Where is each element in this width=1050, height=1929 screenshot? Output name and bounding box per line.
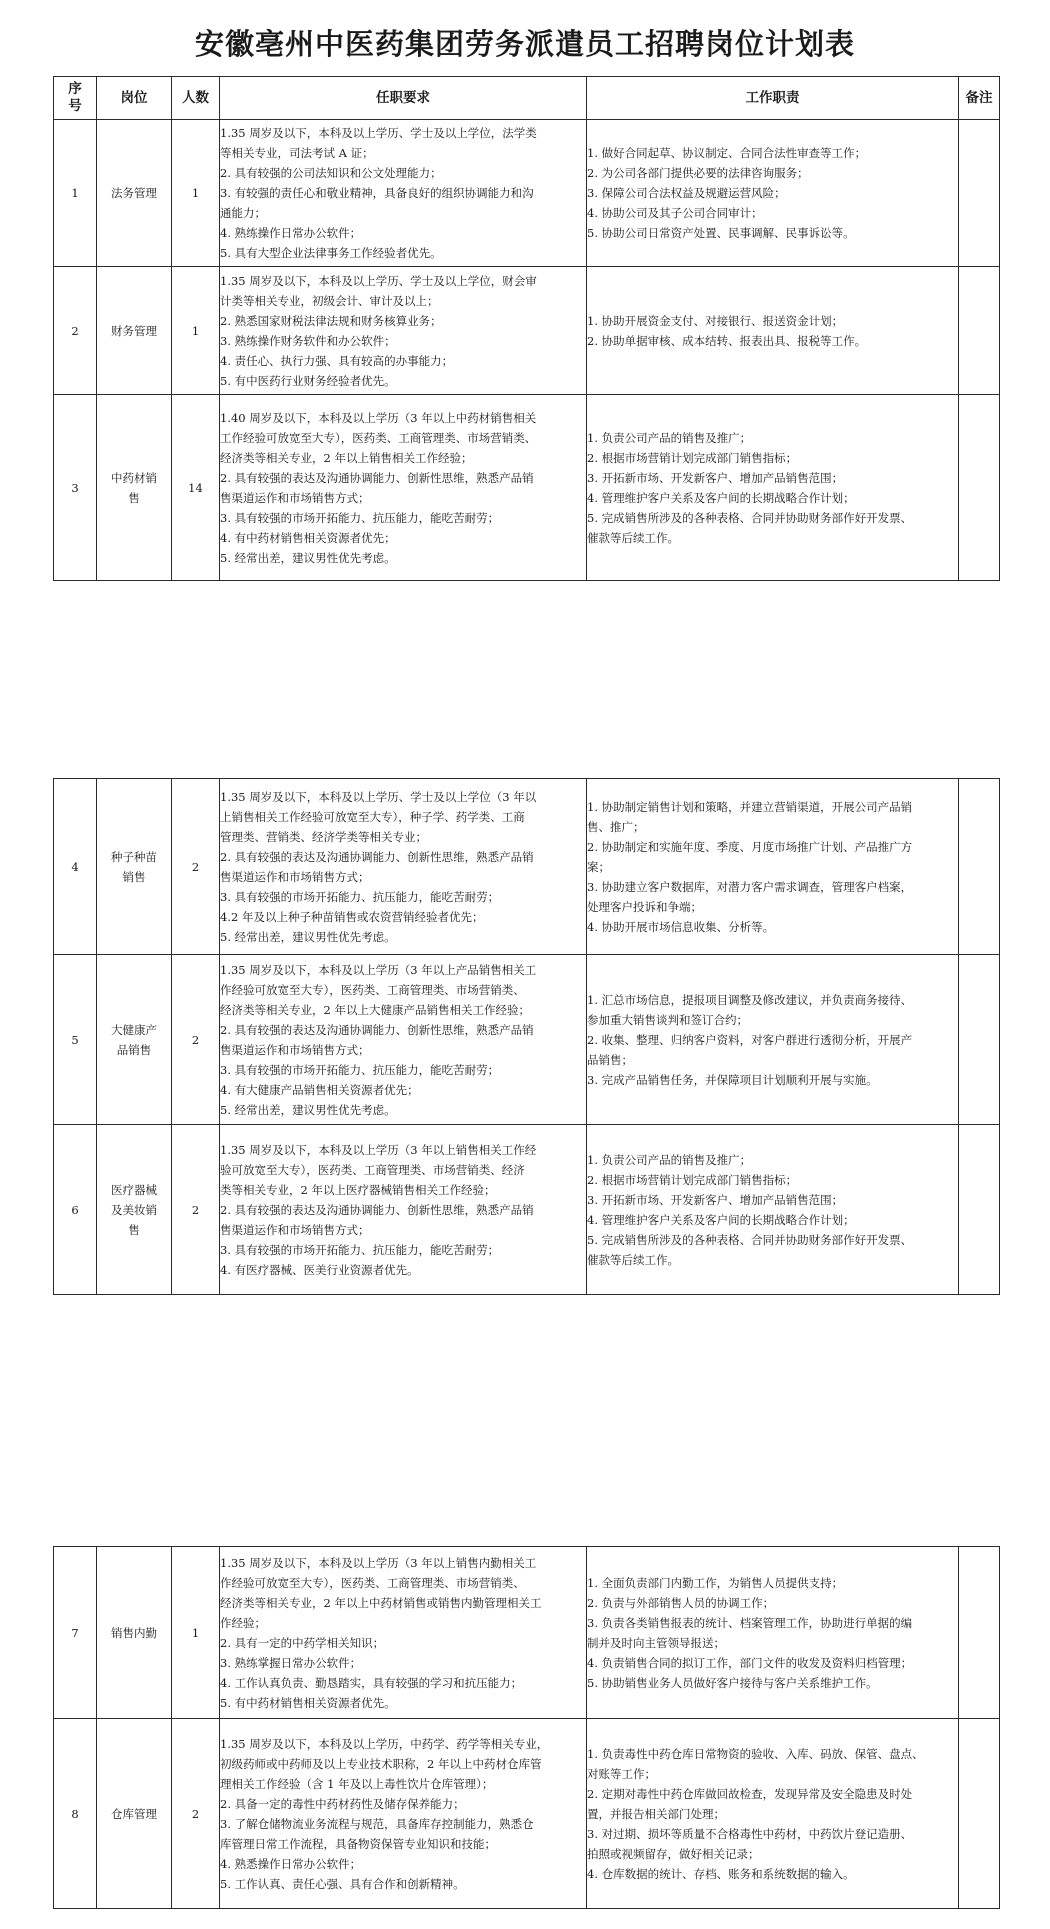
cell-duties-line: 1. 负责毒性中药仓库日常物资的验收、入库、码放、保管、盘点、	[587, 1746, 924, 1761]
cell-note	[959, 1719, 1000, 1909]
cell-requirements-line: 工作经验可放宽至大专），医药类、工商管理类、市场营销类、	[220, 430, 537, 445]
cell-duties-line: 5. 协助销售业务人员做好客户接待与客户关系维护工作。	[587, 1675, 878, 1690]
cell-post-line: 财务管理	[111, 323, 157, 338]
cell-duties-line: 1. 全面负责部门内勤工作，为销售人员提供支持；	[587, 1575, 844, 1590]
cell-requirements	[220, 955, 587, 1125]
cell-requirements-line: 4. 熟练操作日常办公软件；	[220, 226, 362, 240]
cell-note	[959, 1547, 1000, 1719]
cell-post	[97, 1547, 172, 1719]
cell-duties-line: 催款等后续工作。	[587, 530, 679, 545]
cell-duties-line: 4. 仓库数据的统计、存档、账务和系统数据的输入。	[587, 1866, 855, 1881]
cell-requirements-line: 售渠道运作和市场销售方式；	[220, 1042, 370, 1057]
cell-requirements-line: 类等相关专业，2 年以上医疗器械销售相关工作经验；	[220, 1182, 496, 1197]
cell-duties-line: 1. 负责公司产品的销售及推广；	[587, 1152, 752, 1167]
cell-requirements-line: 2. 具有较强的表达及沟通协调能力、创新性思维，熟悉产品销	[220, 1022, 534, 1037]
cell-post-line: 售	[128, 1222, 140, 1237]
cell-requirements-line: 售渠道运作和市场销售方式；	[220, 869, 370, 884]
cell-post	[97, 955, 172, 1125]
cell-duties-line: 2. 协助制定和实施年度、季度、月度市场推广计划、产品推广方	[587, 839, 913, 854]
cell-requirements-line: 3. 有较强的责任心和敬业精神，具备良好的组织协调能力和沟	[220, 186, 534, 200]
cell-requirements-line: 等相关专业，司法考试 A 证；	[220, 146, 374, 160]
header-requirements: 任职要求	[220, 77, 587, 120]
cell-requirements-line: 1.35 周岁及以下，本科及以上学历、学士及以上学位，财会审	[220, 273, 537, 288]
cell-requirements-line: 经济类等相关专业，2 年以上销售相关工作经验；	[220, 450, 473, 465]
cell-requirements-line: 2. 熟悉国家财税法律法规和财务核算业务；	[220, 313, 442, 328]
cell-requirements-line: 作经验；	[220, 1615, 266, 1630]
cell-post	[97, 1719, 172, 1909]
table-row	[54, 395, 1000, 581]
cell-duties-line: 2. 负责与外部销售人员的协调工作；	[587, 1595, 775, 1610]
cell-duties-line: 5. 协助公司日常资产处置、民事调解、民事诉讼等。	[587, 226, 855, 240]
cell-requirements-line: 4. 熟悉操作日常办公软件；	[220, 1856, 362, 1871]
cell-count: 2	[172, 1719, 220, 1909]
cell-requirements-line: 库管理日常工作流程，具备物资保管专业知识和技能；	[220, 1836, 496, 1851]
cell-duties-line: 品销售；	[587, 1052, 633, 1067]
cell-duties-line: 3. 开拓新市场、开发新客户、增加产品销售范围；	[587, 470, 844, 485]
cell-duties-line: 2. 为公司各部门提供必要的法律咨询服务；	[587, 166, 809, 180]
header-seq: 序 号	[54, 77, 97, 120]
cell-requirements-line: 5. 有中药材销售相关资源者优先。	[220, 1695, 396, 1710]
cell-duties-line: 1. 协助开展资金支付、对接银行、报送资金计划；	[587, 313, 844, 328]
cell-duties-line: 4. 协助公司及其子公司合同审计；	[587, 206, 763, 220]
cell-duties-line: 1. 负责公司产品的销售及推广；	[587, 430, 752, 445]
cell-requirements-line: 3. 具有较强的市场开拓能力、抗压能力，能吃苦耐劳；	[220, 1242, 500, 1257]
cell-duties-line: 3. 负责各类销售报表的统计、档案管理工作，协助进行单据的编	[587, 1615, 913, 1630]
cell-requirements-line: 理相关工作经验（含 1 年及以上毒性饮片仓库管理）；	[220, 1776, 494, 1791]
cell-duties-line: 拍照或视频留存，做好相关记录；	[587, 1846, 760, 1861]
table-row	[54, 1125, 1000, 1295]
cell-requirements-line: 3. 了解仓储物流业务流程与规范，具备库存控制能力，熟悉仓	[220, 1816, 534, 1831]
cell-count: 1	[172, 267, 220, 395]
cell-requirements-line: 作经验可放宽至大专），医药类、工商管理类、市场营销类、	[220, 1575, 525, 1590]
table-row	[54, 779, 1000, 955]
cell-duties-line: 制并及时向主管领导报送；	[587, 1635, 725, 1650]
cell-requirements-line: 上销售相关工作经验可放宽至大专），种子学、药学类、工商	[220, 809, 525, 824]
cell-count: 2	[172, 955, 220, 1125]
header-duties: 工作职责	[587, 77, 959, 120]
cell-post-line: 医疗器械	[111, 1182, 157, 1197]
cell-post	[97, 1125, 172, 1295]
cell-post-line: 销售内勤	[111, 1625, 157, 1640]
cell-post	[97, 267, 172, 395]
recruitment-table-part-3	[53, 1546, 1000, 1909]
cell-duties-line: 催款等后续工作。	[587, 1252, 679, 1267]
cell-requirements-line: 2. 具备一定的毒性中药材药性及储存保养能力；	[220, 1796, 465, 1811]
cell-requirements-line: 初级药师或中药师及以上专业技术职称，2 年以上中药材仓库管	[220, 1756, 542, 1771]
cell-count: 1	[172, 120, 220, 267]
cell-duties-line: 4. 协助开展市场信息收集、分析等。	[587, 919, 775, 934]
cell-duties-line: 参加重大销售谈判和签订合约；	[587, 1012, 748, 1027]
cell-note	[959, 955, 1000, 1125]
cell-seq: 1	[54, 120, 97, 267]
cell-requirements-line: 5. 有中医药行业财务经验者优先。	[220, 373, 396, 388]
cell-requirements-line: 通能力；	[220, 206, 266, 220]
cell-duties-line: 案；	[587, 859, 610, 874]
table-row	[54, 267, 1000, 395]
cell-requirements-line: 3. 熟练掌握日常办公软件；	[220, 1655, 362, 1670]
header-post: 岗位	[97, 77, 172, 120]
cell-duties-line: 售、推广；	[587, 819, 645, 834]
cell-requirements-line: 1.40 周岁及以下，本科及以上学历（3 年以上中药材销售相关	[220, 410, 537, 425]
cell-seq: 3	[54, 395, 97, 581]
cell-post-line: 及美妆销	[111, 1202, 157, 1217]
cell-requirements	[220, 779, 587, 955]
cell-duties-line: 2. 根据市场营销计划完成部门销售指标；	[587, 450, 798, 465]
cell-duties-line: 2. 定期对毒性中药仓库做回故检查，发现异常及安全隐患及时处	[587, 1786, 913, 1801]
cell-requirements-line: 经济类等相关专业，2 年以上中药材销售或销售内勤管理相关工	[220, 1595, 542, 1610]
recruitment-table-part-2	[53, 778, 1000, 1295]
cell-duties	[587, 267, 959, 395]
table-header-row	[54, 77, 1000, 120]
cell-requirements-line: 2. 具有较强的表达及沟通协调能力、创新性思维，熟悉产品销	[220, 470, 534, 485]
cell-requirements-line: 5. 经常出差，建议男性优先考虑。	[220, 1102, 396, 1117]
table-row	[54, 1547, 1000, 1719]
cell-requirements-line: 4. 有中药材销售相关资源者优先；	[220, 530, 396, 545]
cell-requirements-line: 5. 具有大型企业法律事务工作经验者优先。	[220, 246, 442, 260]
cell-count: 2	[172, 779, 220, 955]
cell-duties-line: 1. 做好合同起草、协议制定、合同合法性审查等工作；	[587, 146, 867, 160]
cell-duties-line: 3. 保障公司合法权益及规避运营风险；	[587, 186, 786, 200]
cell-requirements-line: 3. 熟练操作财务软件和办公软件；	[220, 333, 396, 348]
cell-post-line: 售	[128, 490, 140, 505]
table-row	[54, 120, 1000, 267]
cell-duties	[587, 1125, 959, 1295]
cell-requirements-line: 4. 工作认真负责、勤恳踏实，具有较强的学习和抗压能力；	[220, 1675, 523, 1690]
cell-duties-line: 2. 根据市场营销计划完成部门销售指标；	[587, 1172, 798, 1187]
cell-requirements-line: 经济类等相关专业，2 年以上大健康产品销售相关工作经验；	[220, 1002, 530, 1017]
table-row	[54, 1719, 1000, 1909]
cell-duties	[587, 1719, 959, 1909]
cell-duties-line: 4. 管理维护客户关系及客户间的长期战略合作计划；	[587, 490, 855, 505]
cell-requirements-line: 管理类、营销类、经济学类等相关专业；	[220, 829, 427, 844]
cell-duties-line: 处理客户投诉和争端；	[587, 899, 702, 914]
cell-duties	[587, 1547, 959, 1719]
cell-duties-line: 3. 协助建立客户数据库，对潜力客户需求调查，管理客户档案，	[587, 879, 913, 894]
cell-duties-line: 3. 完成产品销售任务，并保障项目计划顺利开展与实施。	[587, 1072, 878, 1087]
cell-duties-line: 对账等工作；	[587, 1766, 656, 1781]
cell-requirements-line: 2. 具有一定的中药学相关知识；	[220, 1635, 385, 1650]
header-count: 人数	[172, 77, 220, 120]
recruitment-table-part-1	[53, 76, 1000, 581]
cell-seq: 4	[54, 779, 97, 955]
cell-requirements-line: 1.35 周岁及以下，本科及以上学历、学士及以上学位，法学类	[220, 126, 537, 140]
cell-requirements-line: 2. 具有较强的表达及沟通协调能力、创新性思维，熟悉产品销	[220, 1202, 534, 1217]
cell-requirements	[220, 120, 587, 267]
cell-duties-line: 2. 收集、整理、归纳客户资料，对客户群进行透彻分析，开展产	[587, 1032, 913, 1047]
cell-duties-line: 3. 开拓新市场、开发新客户、增加产品销售范围；	[587, 1192, 844, 1207]
table-row	[54, 955, 1000, 1125]
cell-duties	[587, 395, 959, 581]
cell-requirements-line: 作经验可放宽至大专），医药类、工商管理类、市场营销类、	[220, 982, 525, 997]
cell-requirements-line: 2. 具有较强的公司法知识和公文处理能力；	[220, 166, 442, 180]
cell-requirements-line: 1.35 周岁及以下，本科及以上学历，中药学、药学等相关专业，	[220, 1736, 549, 1751]
cell-seq: 7	[54, 1547, 97, 1719]
cell-requirements-line: 售渠道运作和市场销售方式；	[220, 1222, 370, 1237]
cell-count: 1	[172, 1547, 220, 1719]
cell-requirements-line: 3. 具有较强的市场开拓能力、抗压能力，能吃苦耐劳；	[220, 1062, 500, 1077]
cell-requirements	[220, 1719, 587, 1909]
cell-duties-line: 置，并报告相关部门处理；	[587, 1806, 725, 1821]
cell-requirements-line: 5. 工作认真、责任心强、具有合作和创新精神。	[220, 1876, 465, 1891]
cell-duties	[587, 955, 959, 1125]
page-title: 安徽亳州中医药集团劳务派遣员工招聘岗位计划表	[194, 27, 855, 61]
cell-post	[97, 779, 172, 955]
cell-note	[959, 395, 1000, 581]
cell-seq: 8	[54, 1719, 97, 1909]
cell-post-line: 品销售	[116, 1042, 152, 1057]
cell-requirements-line: 1.35 周岁及以下，本科及以上学历（3 年以上销售内勤相关工	[220, 1555, 537, 1570]
cell-note	[959, 1125, 1000, 1295]
cell-duties-line: 2. 协助单据审核、成本结转、报表出具、报税等工作。	[587, 333, 867, 348]
cell-count: 2	[172, 1125, 220, 1295]
cell-requirements-line: 4. 责任心、执行力强、具有较高的办事能力；	[220, 353, 454, 368]
cell-requirements-line: 1.35 周岁及以下，本科及以上学历（3 年以上产品销售相关工	[220, 962, 537, 977]
cell-duties	[587, 779, 959, 955]
cell-requirements-line: 4. 有医疗器械、医美行业资源者优先。	[220, 1262, 419, 1277]
cell-post-line: 中药材销	[111, 470, 157, 485]
cell-requirements-line: 4.2 年及以上种子种苗销售或农资营销经验者优先；	[220, 909, 484, 924]
cell-post	[97, 395, 172, 581]
cell-duties-line: 1. 汇总市场信息，提报项目调整及修改建议，并负责商务接待、	[587, 992, 913, 1007]
cell-duties	[587, 120, 959, 267]
cell-requirements-line: 4. 有大健康产品销售相关资源者优先；	[220, 1082, 419, 1097]
cell-requirements-line: 1.35 周岁及以下，本科及以上学历（3 年以上销售相关工作经	[220, 1142, 537, 1157]
cell-count: 14	[172, 395, 220, 581]
cell-seq: 5	[54, 955, 97, 1125]
cell-requirements	[220, 395, 587, 581]
cell-post-line: 大健康产	[111, 1022, 157, 1037]
cell-post	[97, 120, 172, 267]
cell-seq: 6	[54, 1125, 97, 1295]
cell-requirements-line: 验可放宽至大专），医药类、工商管理类、市场营销类、经济	[220, 1162, 525, 1177]
cell-post-line: 法务管理	[111, 186, 157, 200]
cell-requirements-line: 2. 具有较强的表达及沟通协调能力、创新性思维，熟悉产品销	[220, 849, 534, 864]
cell-requirements-line: 3. 具有较强的市场开拓能力、抗压能力，能吃苦耐劳；	[220, 889, 500, 904]
cell-requirements-line: 5. 经常出差，建议男性优先考虑。	[220, 929, 396, 944]
cell-requirements-line: 计类等相关专业，初级会计、审计及以上；	[220, 293, 439, 308]
cell-note	[959, 267, 1000, 395]
cell-requirements	[220, 1125, 587, 1295]
cell-requirements-line: 1.35 周岁及以下，本科及以上学历、学士及以上学位（3 年以	[220, 789, 537, 804]
cell-duties-line: 5. 完成销售所涉及的各种表格、合同并协助财务部作好开发票、	[587, 1232, 913, 1247]
cell-requirements	[220, 267, 587, 395]
cell-duties-line: 5. 完成销售所涉及的各种表格、合同并协助财务部作好开发票、	[587, 510, 913, 525]
cell-note	[959, 779, 1000, 955]
cell-duties-line: 4. 管理维护客户关系及客户间的长期战略合作计划；	[587, 1212, 855, 1227]
cell-post-line: 种子种苗	[111, 849, 157, 864]
cell-duties-line: 1. 协助制定销售计划和策略，并建立营销渠道，开展公司产品销	[587, 799, 913, 814]
cell-requirements-line: 售渠道运作和市场销售方式；	[220, 490, 370, 505]
header-note: 备注	[959, 77, 1000, 120]
cell-requirements-line: 3. 具有较强的市场开拓能力、抗压能力，能吃苦耐劳；	[220, 510, 500, 525]
cell-note	[959, 120, 1000, 267]
cell-post-line: 仓库管理	[111, 1806, 157, 1821]
cell-duties-line: 4. 负责销售合同的拟订工作，部门文件的收发及资料归档管理；	[587, 1655, 913, 1670]
cell-duties-line: 3. 对过期、损坏等质量不合格毒性中药材，中药饮片登记造册、	[587, 1826, 913, 1841]
cell-requirements	[220, 1547, 587, 1719]
cell-seq: 2	[54, 267, 97, 395]
cell-requirements-line: 5. 经常出差，建议男性优先考虑。	[220, 550, 396, 565]
cell-post-line: 销售	[122, 869, 146, 884]
